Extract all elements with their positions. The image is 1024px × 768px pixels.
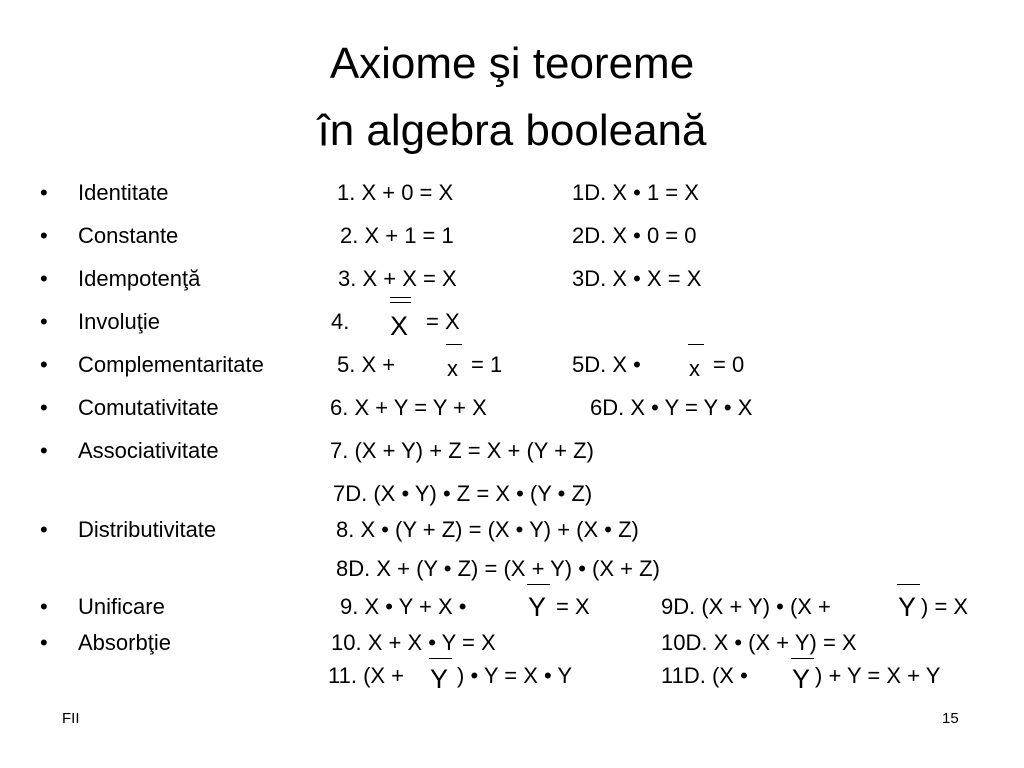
law-5d-prefix: 5D. X • <box>572 352 641 377</box>
bullet: • <box>40 266 48 291</box>
bullet: • <box>40 517 48 542</box>
law-name-associativitate: Associativitate <box>78 438 219 463</box>
overbar <box>688 344 704 345</box>
law-5-rest: = 1 <box>471 352 503 377</box>
double-overbar-lower <box>390 302 411 303</box>
law-11d-variable: Y <box>792 664 811 694</box>
law-4-rest: = X <box>426 309 460 334</box>
bullet: • <box>40 309 48 334</box>
law-name-comutativitate: Comutativitate <box>78 395 219 420</box>
law-9d-rest: ) = X <box>921 594 969 619</box>
law-5-prefix: 5. X + <box>337 352 396 377</box>
law-name-unificare: Unificare <box>78 594 165 619</box>
overbar <box>897 584 920 585</box>
law-11d-rest: ) + Y = X + Y <box>815 663 941 688</box>
law-11-variable: Y <box>430 664 449 694</box>
law-8d: 8D. X + (Y • Z) = (X + Y) • (X + Z) <box>336 556 660 581</box>
law-name-identitate: Identitate <box>78 180 169 205</box>
law-7: 7. (X + Y) + Z = X + (Y + Z) <box>330 438 594 463</box>
law-9d-prefix: 9D. (X + Y) • (X + <box>661 594 831 619</box>
law-10d: 10D. X • (X + Y) = X <box>661 630 857 655</box>
law-10: 10. X + X • Y = X <box>331 630 496 655</box>
law-name-idempotenta: Idempotenţă <box>78 266 201 291</box>
double-overbar-upper <box>390 297 411 298</box>
title-line-1: Axiome şi teoreme <box>329 39 695 88</box>
law-6: 6. X + Y = Y + X <box>330 395 487 420</box>
law-4-number: 4. <box>331 309 350 334</box>
law-3d: 3D. X • X = X <box>572 266 702 291</box>
page-number: 15 <box>942 710 959 727</box>
overbar <box>527 584 550 585</box>
bullet: • <box>40 395 48 420</box>
title-line-2: în algebra booleană <box>317 106 707 155</box>
footer-left: FII <box>62 710 80 727</box>
law-11d-prefix: 11D. (X • <box>661 663 748 688</box>
bullet: • <box>40 352 48 377</box>
law-name-involutie: Involuţie <box>78 309 160 334</box>
law-11-rest: ) • Y = X • Y <box>457 663 573 688</box>
law-name-absorbtie: Absorbţie <box>78 630 171 655</box>
bullet: • <box>40 180 48 205</box>
law-9d-variable: Y <box>898 592 917 622</box>
law-1: 1. X + 0 = X <box>337 180 454 205</box>
overbar <box>429 658 452 659</box>
law-9-variable: Y <box>528 592 547 622</box>
law-5d-variable: x <box>689 356 700 381</box>
bullet: • <box>40 594 48 619</box>
law-3: 3. X + X = X <box>338 266 457 291</box>
law-1d: 1D. X • 1 = X <box>572 180 699 205</box>
law-name-constante: Constante <box>78 223 179 248</box>
law-9-rest: = X <box>556 594 590 619</box>
law-2d: 2D. X • 0 = 0 <box>572 223 697 248</box>
law-7d: 7D. (X • Y) • Z = X • (Y • Z) <box>333 481 593 506</box>
law-9-prefix: 9. X • Y + X • <box>340 594 467 619</box>
law-4-variable: X <box>390 311 409 341</box>
law-8: 8. X • (Y + Z) = (X • Y) + (X • Z) <box>336 517 639 542</box>
law-5-variable: x <box>447 356 458 381</box>
bullet: • <box>40 438 48 463</box>
law-name-complementaritate: Complementaritate <box>78 352 264 377</box>
law-5d-rest: = 0 <box>713 352 745 377</box>
law-2: 2. X + 1 = 1 <box>340 223 454 248</box>
overbar <box>446 344 462 345</box>
bullet: • <box>40 630 48 655</box>
law-name-distributivitate: Distributivitate <box>78 517 217 542</box>
overbar <box>791 658 814 659</box>
law-11-prefix: 11. (X + <box>328 663 405 688</box>
law-6d: 6D. X • Y = Y • X <box>590 395 753 420</box>
bullet: • <box>40 223 48 248</box>
